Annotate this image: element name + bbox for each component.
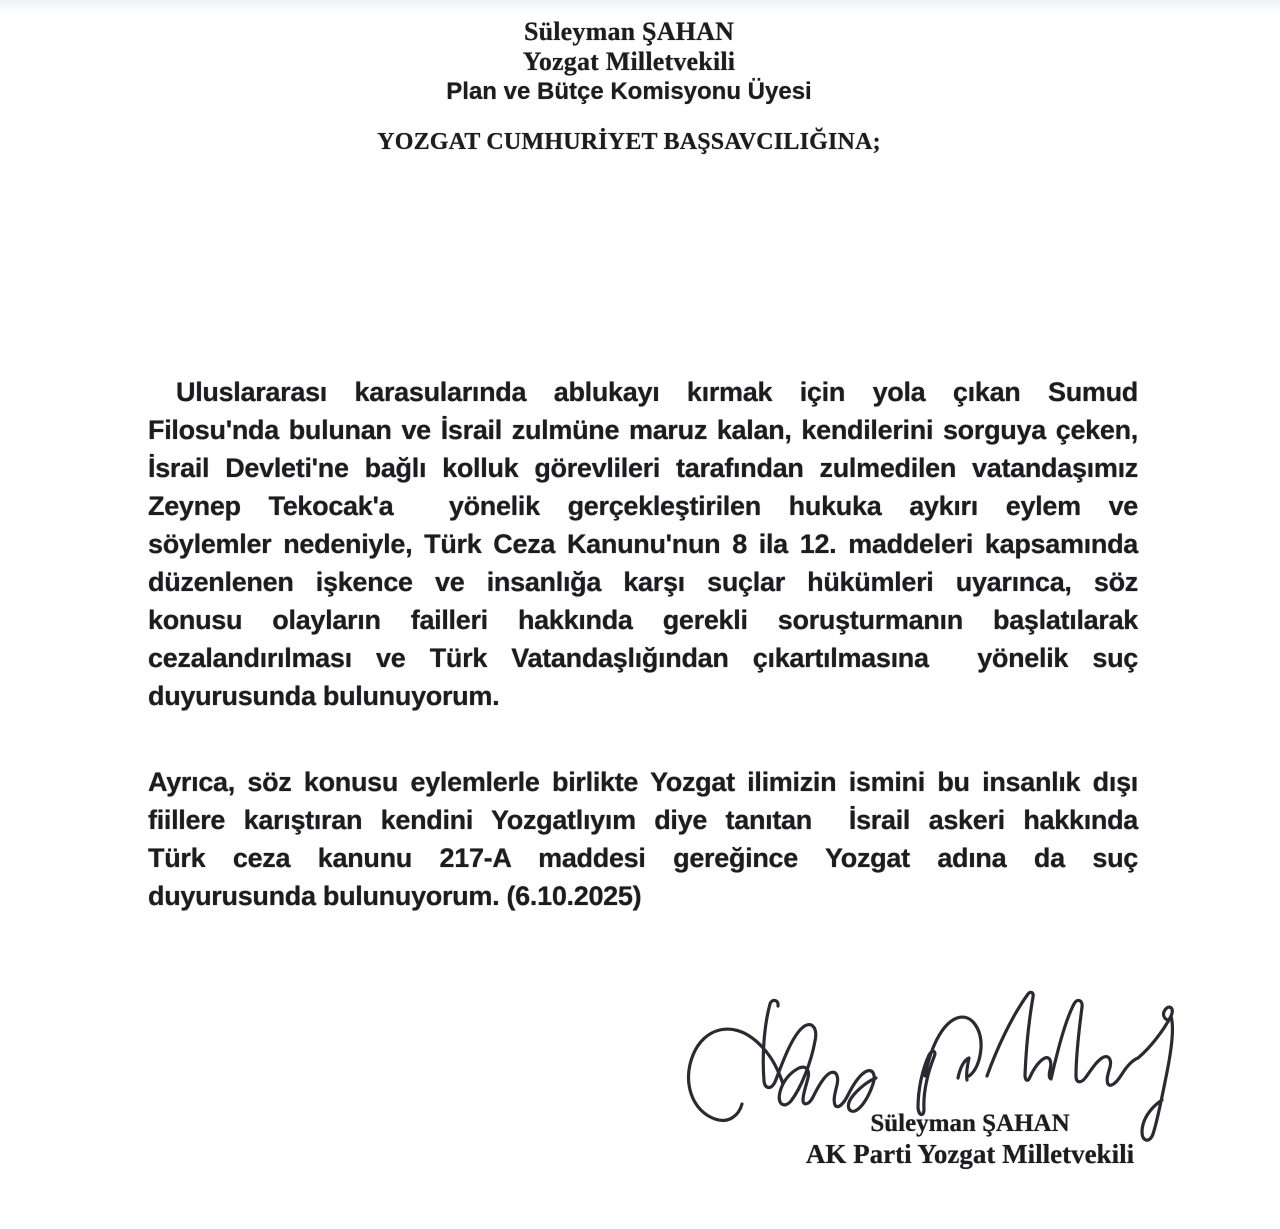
letterhead-role: Yozgat Milletvekili (522, 47, 736, 76)
body-line: Zeynep Tekocak'a yönelik gerçekleştirilen hukuka aykırı eylem ve (148, 491, 1138, 521)
signature-block (770, 1108, 1170, 1170)
letterhead-committee: Plan ve Bütçe Komisyonu Üyesi (446, 78, 812, 105)
body-line: Türk ceza kanunu 217-A maddesi gereğince Yozgat adına da suç (148, 843, 1138, 873)
body-line: Filosu'nda bulunan ve İsrail zulmüne maruz kalan, kendilerini sorguya çeken, (148, 415, 1138, 445)
body-line: Uluslararası karasularında ablukayı kırmak için yola çıkan Sumud (176, 377, 1138, 407)
body-line: düzenlenen işkence ve insanlığa karşı suçlar hükümleri uyarınca, söz (148, 567, 1138, 597)
body-paragraph-1 (148, 373, 1138, 715)
body-paragraph-2 (148, 763, 1138, 915)
signer-name: Süleyman ŞAHAN (870, 1110, 1070, 1137)
page-top-edge (0, 0, 1280, 12)
recipient-line: YOZGAT CUMHURİYET BAŞSAVCILIĞINA; (377, 129, 881, 155)
body-line: duyurusunda bulunuyorum. (6.10.2025) (148, 881, 642, 911)
body-line: konusu olayların failleri hakkında gerekli soruşturmanın başlatılarak (148, 605, 1138, 635)
body-line: İsrail Devleti'ne bağlı kolluk görevlileri tarafından zulmedilen vatandaşımız (148, 453, 1138, 483)
body-line: Ayrıca, söz konusu eylemlerle birlikte Yozgat ilimizin ismini bu insanlık dışı (148, 767, 1138, 797)
letterhead-name: Süleyman ŞAHAN (523, 17, 735, 46)
body-line: fiillere karıştıran kendini Yozgatlıyım diye tanıtan İsrail askeri hakkında (148, 805, 1138, 835)
signer-title: AK Parti Yozgat Milletvekili (805, 1139, 1135, 1169)
body-line: duyurusunda bulunuyorum. (148, 681, 500, 711)
body-line: cezalandırılması ve Türk Vatandaşlığından çıkartılmasına yönelik suç (148, 643, 1138, 673)
letterhead (0, 17, 1258, 107)
body-line: söylemler nedeniyle, Türk Ceza Kanunu'nun 8 ila 12. maddeleri kapsamında (148, 529, 1138, 559)
